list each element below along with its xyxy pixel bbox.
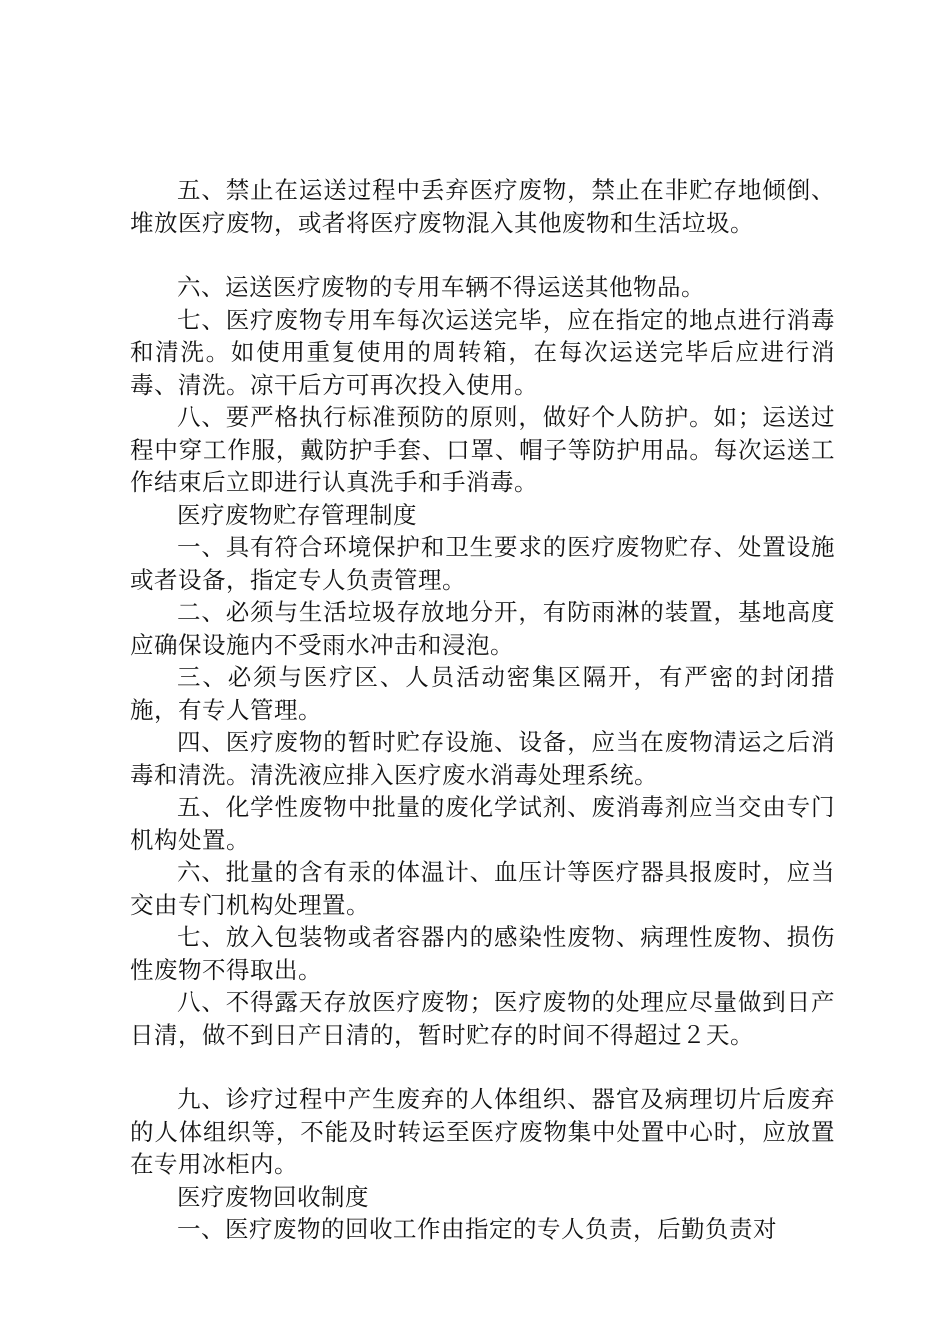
- section-heading-collection: 医疗废物回收制度: [177, 1182, 369, 1211]
- paragraph-storage-1: 一、具有符合环境保护和卫生要求的医疗废物贮存、处置设施或者设备，指定专人负责管理。: [130, 533, 835, 594]
- section-heading-storage: 医疗废物贮存管理制度: [177, 500, 417, 529]
- paragraph-storage-3: 三、必须与医疗区、人员活动密集区隔开，有严密的封闭措施，有专人管理。: [130, 663, 835, 724]
- paragraph-storage-4: 四、医疗废物的暂时贮存设施、设备，应当在废物清运之后消毒和清洗。清洗液应排入医疗废水消毒处理系统。: [130, 728, 835, 789]
- paragraph-storage-9: 九、诊疗过程中产生废弃的人体组织、器官及病理切片后废弃的人体组织等，不能及时转运至医疗废物集中处置中心时，应放置在专用冰柜内。: [130, 1085, 835, 1178]
- paragraph-storage-7: 七、放入包装物或者容器内的感染性废物、病理性废物、损伤性废物不得取出。: [130, 923, 835, 984]
- paragraph-storage-2: 二、必须与生活垃圾存放地分开，有防雨淋的装置，基地高度应确保设施内不受雨水冲击和浸泡。: [130, 598, 835, 659]
- paragraph-transport-8: 八、要严格执行标准预防的原则，做好个人防护。如；运送过程中穿工作服，戴防护手套、口罩、帽子等防护用品。每次运送工作结束后立即进行认真洗手和手消毒。: [130, 403, 835, 496]
- paragraph-storage-8: 八、不得露天存放医疗废物；医疗废物的处理应尽量做到日产日清，做不到日产日清的，暂时贮存的时间不得超过２天。: [130, 988, 835, 1049]
- document-page: [130, 174, 835, 1246]
- paragraph-transport-5: 五、禁止在运送过程中丢弃医疗废物，禁止在非贮存地倾倒、堆放医疗废物，或者将医疗废物混入其他废物和生活垃圾。: [130, 176, 835, 237]
- paragraph-collection-1: 一、医疗废物的回收工作由指定的专人负责，后勤负责对: [177, 1215, 777, 1243]
- paragraph-transport-6: 六、运送医疗废物的专用车辆不得运送其他物品。: [177, 273, 705, 301]
- paragraph-transport-7: 七、医疗废物专用车每次运送完毕，应在指定的地点进行消毒和清洗。如使用重复使用的周转箱，在每次运送完毕后应进行消毒、清洗。凉干后方可再次投入使用。: [130, 305, 835, 399]
- paragraph-storage-6: 六、批量的含有汞的体温计、血压计等医疗器具报废时，应当交由专门机构处理置。: [130, 858, 835, 919]
- paragraph-storage-5: 五、化学性废物中批量的废化学试剂、废消毒剂应当交由专门机构处置。: [130, 793, 835, 854]
